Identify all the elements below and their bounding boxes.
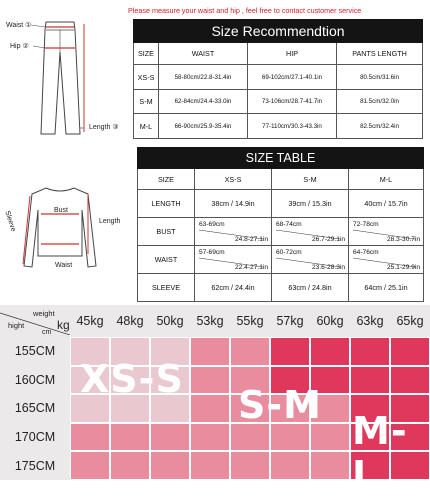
column-header: XS-S [195, 169, 272, 190]
row-label: LENGTH [138, 190, 195, 218]
table-cell [349, 246, 424, 274]
weight-header: 45kg [76, 314, 104, 328]
row-label: SLEEVE [138, 274, 195, 302]
table-cell: 39cm / 15.3in [272, 190, 349, 218]
top-bust-label: Bust [54, 207, 69, 214]
table-cell [195, 246, 272, 274]
cell-cm: 64-76cm [353, 248, 379, 256]
table-cell [272, 246, 349, 274]
cell-in: 28.3-30.7in [387, 235, 420, 243]
column-header: SIZE [134, 43, 159, 65]
weight-header: 65kg [396, 314, 424, 328]
weight-height-chart [0, 305, 430, 497]
table-cell: 58-80cm/22.8-31.4in [159, 65, 248, 90]
column-header: PANTS LENGTH [337, 43, 423, 65]
size-cell [150, 423, 190, 452]
size-cell [190, 337, 230, 366]
table-cell: M-L [134, 114, 159, 139]
height-header: 175CM [14, 458, 56, 473]
notice-text: Please measure your waist and hip , feel free to contact customer service [128, 6, 362, 15]
size-cell [230, 337, 270, 366]
pants-figure [0, 10, 128, 140]
weight-header: 57kg [276, 314, 304, 328]
table-cell: 81.5cm/32.0in [337, 89, 423, 114]
size-cell [110, 451, 150, 480]
size-cell [110, 423, 150, 452]
size-cell [150, 451, 190, 480]
cell-in: 26.7-29.1in [312, 235, 345, 243]
corner-kg: kg [57, 318, 70, 332]
pants-hip-label: Hip ② [10, 43, 29, 50]
corner-cm: cm [42, 329, 52, 336]
weight-header: 48kg [116, 314, 144, 328]
table-cell: 38cm / 14.9in [195, 190, 272, 218]
table-row [134, 89, 423, 114]
cell-cm: 60-72cm [276, 248, 302, 256]
weight-header: 55kg [236, 314, 264, 328]
table-row [138, 190, 424, 218]
table-row [138, 246, 424, 274]
table-cell [195, 218, 272, 246]
size-recommendation-title: Size Recommendtion [134, 20, 423, 43]
column-header: M-L [349, 169, 424, 190]
cell-in: 23.6-28.3in [312, 263, 345, 271]
weight-header: 60kg [316, 314, 344, 328]
size-cell [270, 451, 310, 480]
size-cell [190, 394, 230, 423]
size-cell [270, 337, 310, 366]
size-cell [310, 337, 350, 366]
table-cell: 77-110cm/30.3-43.3in [248, 114, 337, 139]
table-cell: 80.5cm/31.6in [337, 65, 423, 90]
top-length-label: Length [99, 218, 121, 225]
size-cell [390, 366, 430, 395]
table-cell: 62-84cm/24.4-33.0in [159, 89, 248, 114]
table-cell: 73-106cm/28.7-41.7in [248, 89, 337, 114]
size-label-xs-s: XS-S [80, 357, 184, 401]
column-header: S-M [272, 169, 349, 190]
weight-header: 53kg [196, 314, 224, 328]
table-cell: S-M [134, 89, 159, 114]
size-cell [310, 423, 350, 452]
size-cell [190, 366, 230, 395]
height-header: 155CM [14, 344, 56, 359]
cell-in: 22.4-27.1in [235, 263, 268, 271]
table-cell [349, 218, 424, 246]
corner-hight: hight [8, 321, 25, 330]
cell-in: 25.1-29.9in [387, 263, 420, 271]
size-cell [70, 451, 110, 480]
size-cell [70, 423, 110, 452]
size-table [137, 147, 424, 302]
weight-header: 63kg [356, 314, 384, 328]
size-label-m-l: M-L [352, 409, 408, 497]
size-table-title: SIZE TABLE [138, 148, 424, 169]
height-header: 165CM [14, 401, 56, 416]
size-cell [390, 337, 430, 366]
row-label: BUST [138, 218, 195, 246]
size-cell [190, 451, 230, 480]
height-header: 170CM [14, 430, 56, 445]
size-cell [270, 423, 310, 452]
cell-cm: 72-78cm [353, 220, 379, 228]
height-header: 160CM [14, 372, 56, 387]
row-label: WAIST [138, 246, 195, 274]
table-cell: 82.5cm/32.4in [337, 114, 423, 139]
size-cell [190, 423, 230, 452]
table-cell [272, 218, 349, 246]
table-cell: 63cm / 24.8in [272, 274, 349, 302]
size-cell [310, 451, 350, 480]
table-cell: 62cm / 24.4in [195, 274, 272, 302]
weight-header: 50kg [156, 314, 184, 328]
table-cell: 69-102cm/27.1-40.1in [248, 65, 337, 90]
table-row [134, 65, 423, 90]
corner-weight: weight [33, 309, 55, 318]
table-row [138, 274, 424, 302]
size-cell [350, 337, 390, 366]
size-recommendation-table [133, 19, 423, 139]
size-cell [230, 423, 270, 452]
top-waist-label: Waist [55, 262, 73, 269]
table-cell: 64cm / 25.1in [349, 274, 424, 302]
size-cell [230, 451, 270, 480]
pants-length-label: Length ③ [89, 124, 119, 131]
column-header: SIZE [138, 169, 195, 190]
column-header: WAIST [159, 43, 248, 65]
cell-cm: 63-69cm [199, 220, 225, 228]
size-label-s-m: S-M [238, 383, 322, 427]
cell-cm: 57-69cm [199, 248, 225, 256]
table-cell: 40cm / 15.7in [349, 190, 424, 218]
table-row [138, 218, 424, 246]
size-cell [350, 366, 390, 395]
table-cell: 66-90cm/25.9-35.4in [159, 114, 248, 139]
table-row [134, 114, 423, 139]
cell-in: 24.8-27.1in [235, 235, 268, 243]
cell-cm: 68-74cm [276, 220, 302, 228]
column-header: HIP [248, 43, 337, 65]
pants-waist-label: Waist ① [6, 22, 32, 29]
table-cell: XS-S [134, 65, 159, 90]
top-sleeve-label: Sleeve [3, 210, 17, 233]
